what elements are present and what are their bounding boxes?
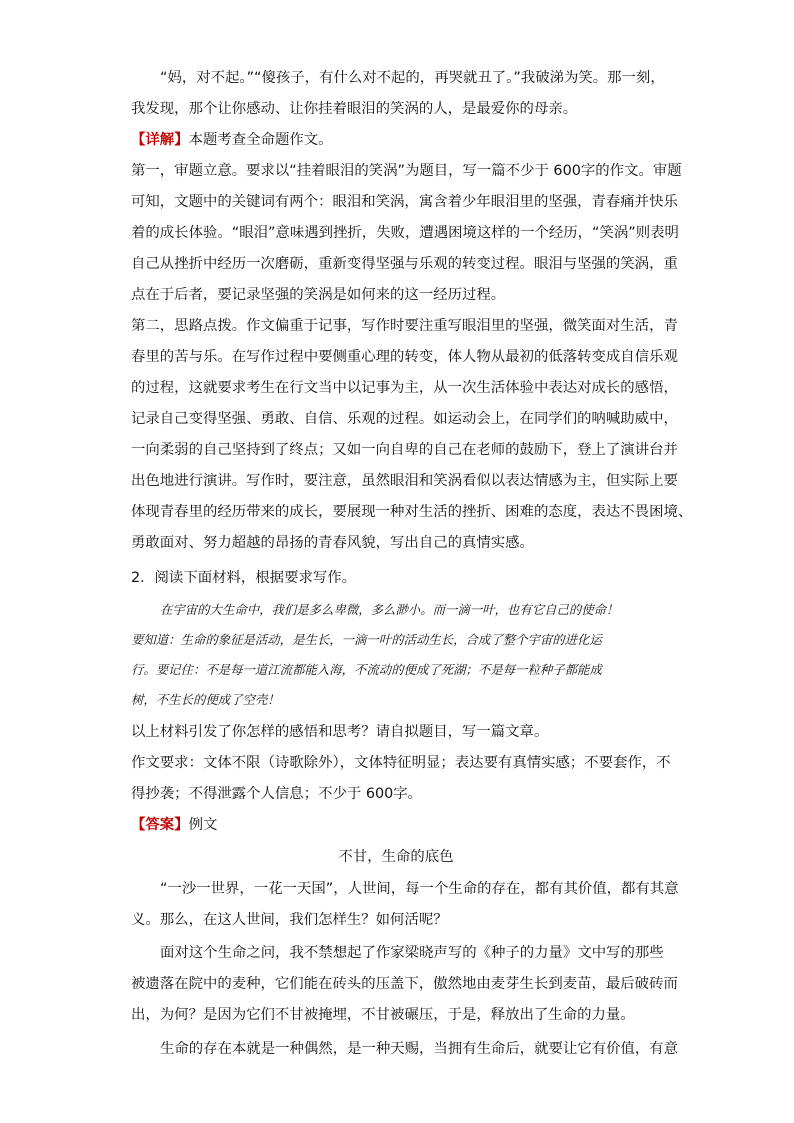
answer-bracket-close: 】	[174, 817, 189, 833]
analysis1-line-4: 自己从挫折中经历一次磨砺，重新变得坚强与乐观的转变过程。眼泪与坚强的笑涡，重	[131, 256, 678, 272]
analysis1-line-5: 点在于后者，要记录坚强的笑涡是如何来的这一经历过程。	[131, 287, 506, 303]
prompt-line-3: 得抄袭；不得泄露个人信息；不少于 600字。	[131, 786, 423, 802]
analysis1-line-2: 可知，文题中的关键词有两个：眼泪和笑涡，寓含着少年眼泪里的坚强，青春痛并快乐	[131, 194, 678, 210]
answer-heading	[131, 815, 661, 835]
prompt-line-1: 以上材料引发了你怎样的感悟和思考？请自拟题目，写一篇文章。	[131, 724, 549, 740]
answer-text: 例文	[188, 817, 218, 833]
prompt-line-2: 作文要求：文体不限（诗歌除外），文体特征明显；表达要有真情实感；不要套作，不	[131, 755, 671, 771]
essay-p2-line-3: 出，为何？是因为它们不甘被掩埋，不甘被碾压，于是，释放出了生命的力量。	[131, 1007, 635, 1023]
detail-heading	[131, 130, 661, 150]
detail-bracket-open: 【	[131, 132, 146, 148]
analysis2-line-4: 记录自己变得坚强、勇敢、自信、乐观的过程。如运动会上，在同学们的呐喊助威中，	[131, 411, 678, 427]
essay-p1-line-2: 义。那么，在这人世间，我们怎样生？如何活呢？	[131, 912, 448, 928]
detail-bracket-close: 】	[174, 132, 189, 148]
material-line-2: 要知道：生命的象征是活动，是生长，一滴一叶的活动生长，合成了整个宇宙的进化运	[131, 632, 602, 647]
analysis2-line-6: 出色地进行演讲。写作时，要注意，虽然眼泪和笑涡看似以表达情感为主，但实际上要	[131, 473, 678, 489]
answer-label: 答案	[145, 817, 175, 833]
essay-p2-line-1: 面对这个生命之问，我不禁想起了作家梁晓声写的《种子的力量》文中写的那些	[160, 945, 664, 961]
essay-p3-line-1: 生命的存在本就是一种偶然，是一种天赐，当拥有生命后，就要让它有价值，有意	[160, 1041, 679, 1057]
analysis2-line-1: 第二，思路点拨。作文偏重于记事，写作时要注重写眼泪里的坚强，微笑面对生活，青	[131, 318, 678, 334]
analysis1-line-1: 第一，审题立意。要求以“挂着眼泪的笑涡”为题目，写一篇不少于 600字的作文。审题	[131, 163, 682, 179]
material-line-3: 行。要记住：不是每一道江流都能入海，不流动的便成了死湖；不是每一粒种子都能成	[131, 662, 602, 677]
analysis2-line-7: 体现青春里的经历带来的成长，要展现一种对生活的挫折、困难的态度，表达不畏困境、	[131, 504, 693, 520]
material-line-1: 在宇宙的大生命中，我们是多么卑微，多么渺小。而一滴一叶，也有它自己的使命！	[160, 602, 619, 617]
analysis1-line-3: 着的成长体验。“眼泪”意味遇到挫折，失败，遭遇困境这样的一个经历，“笑涡”则表明	[131, 225, 679, 241]
detail-label: 详解	[145, 132, 175, 148]
analysis2-line-2: 春里的苦与乐。在写作过程中要侧重心理的转变，体人物从最初的低落转变成自信乐观	[131, 349, 678, 365]
intro-line-2: 我发现，那个让你感动、让你挂着眼泪的笑涡的人，是最爱你的母亲。	[131, 101, 578, 117]
question-2-heading: 2．阅读下面材料，根据要求写作。	[131, 570, 357, 586]
essay-p2-line-2: 被遗落在院中的麦种，它们能在砖头的压盖下，傲然地由麦芽生长到麦苗，最后破砖而	[131, 976, 678, 992]
analysis2-line-3: 的过程，这就要求考生在行文当中以记事为主，从一次生活体验中表达对成长的感悟，	[131, 380, 678, 396]
essay-title: 不甘，生命的底色	[338, 849, 454, 865]
intro-line-1: “妈，对不起。”“傻孩子，有什么对不起的，再哭就丑了。”我破涕为笑。那一刻，	[160, 70, 665, 86]
answer-bracket-open: 【	[131, 817, 146, 833]
essay-p1-line-1: “一沙一世界，一花一天国”，人世间，每一个生命的存在，都有其价值，都有其意	[160, 881, 679, 897]
detail-text: 本题考查全命题作文。	[188, 132, 333, 148]
analysis2-line-8: 勇敢面对、努力超越的昂扬的青春风貌，写出自己的真情实感。	[131, 535, 534, 551]
analysis2-line-5: 一向柔弱的自己坚持到了终点；又如一向自卑的自己在老师的鼓励下，登上了演讲台并	[131, 442, 678, 458]
material-line-4: 树，不生长的便成了空壳！	[131, 692, 280, 707]
